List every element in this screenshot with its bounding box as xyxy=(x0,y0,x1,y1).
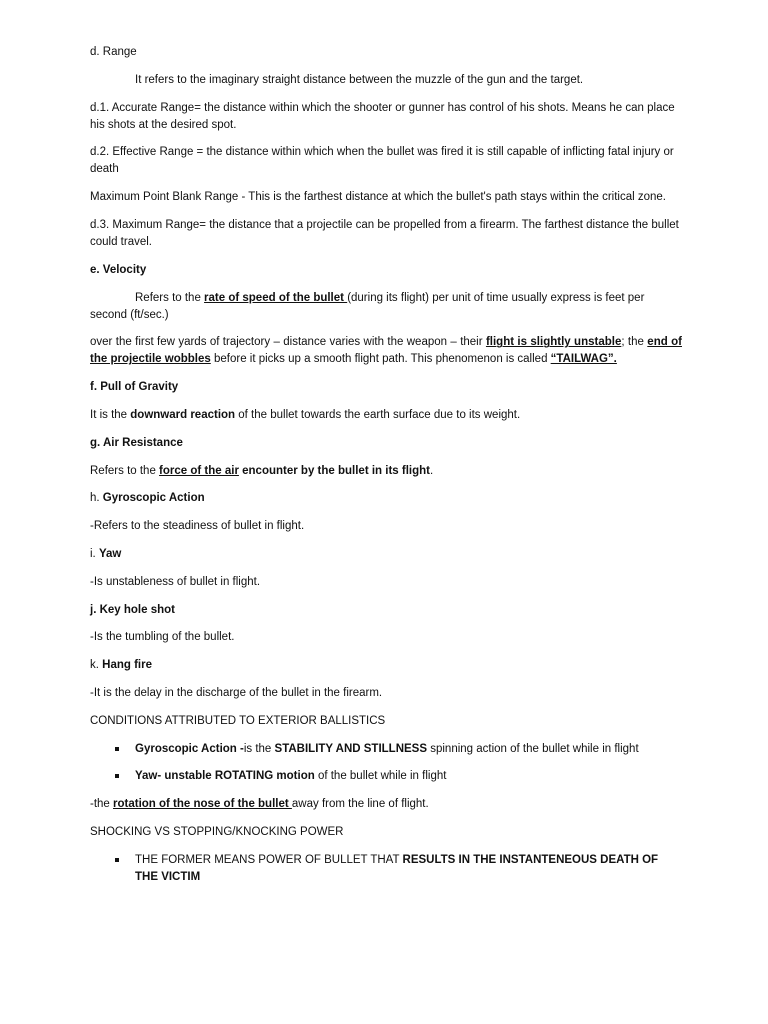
rotation-paragraph xyxy=(90,796,682,813)
list-item xyxy=(90,741,682,758)
yaw-term: Yaw- unstable ROTATING motion xyxy=(135,770,315,783)
text-run: of the bullet towards the earth surface due to its weight. xyxy=(235,408,521,421)
range-definition: It refers to the imaginary straight distance between the muzzle of the gun and the target. xyxy=(135,73,584,86)
text-run: of the bullet while in flight xyxy=(314,770,447,783)
downward-reaction-emphasis: downward reaction xyxy=(130,408,236,421)
instantaneous-death-emphasis: RESULTS IN THE INSTANTENEOUS DEATH OF THE VICTIM xyxy=(135,853,659,883)
text-run: Refers to the xyxy=(90,464,160,477)
stability-emphasis: STABILITY AND STILLNESS xyxy=(274,742,428,755)
document-page xyxy=(90,44,682,897)
air-resistance-definition xyxy=(90,463,682,480)
hang-fire-heading xyxy=(90,657,682,674)
rotation-emphasis: rotation of the nose of the bullet xyxy=(113,798,292,811)
text-run: i. xyxy=(90,547,99,560)
projectile-wobbles-emphasis: end of the projectile wobbles xyxy=(90,336,682,366)
air-resistance-heading xyxy=(90,435,682,452)
text-run: over the first few yards of trajectory – distance varies with the weapon – their xyxy=(90,336,486,349)
velocity-heading-text: e. Velocity xyxy=(90,263,147,276)
hang-fire-heading-text: Hang fire xyxy=(102,659,152,672)
text-run: Refers to the xyxy=(135,291,205,304)
force-of-air-emphasis: force of the air xyxy=(159,464,239,477)
text-run: . xyxy=(429,464,434,477)
shocking-heading: SHOCKING VS STOPPING/KNOCKING POWER xyxy=(90,825,344,838)
gravity-heading xyxy=(90,379,682,396)
maximum-range-paragraph: d.3. Maximum Range= the distance that a projectile can be propelled from a firearm. The farthest distance the bullet could travel. xyxy=(90,218,679,248)
text-run: away from the line of flight. xyxy=(291,798,429,811)
tailwag-emphasis: “TAILWAG”. xyxy=(550,353,617,366)
gravity-definition xyxy=(90,407,682,424)
list-item xyxy=(90,852,682,886)
shocking-list xyxy=(90,852,682,886)
text-run: It is the xyxy=(90,408,131,421)
gravity-heading-text: f. Pull of Gravity xyxy=(90,381,179,394)
text-run: before it picks up a smooth flight path. This phenomenon is called xyxy=(210,353,551,366)
text-run: h. xyxy=(90,492,103,505)
hang-fire-definition: -It is the delay in the discharge of the bullet in the firearm. xyxy=(90,686,383,699)
max-point-blank-range-paragraph: Maximum Point Blank Range - This is the farthest distance at which the bullet's path stays within the critical zone. xyxy=(90,191,666,204)
rate-of-speed-emphasis: rate of speed of the bullet xyxy=(204,291,348,304)
text-run: k. xyxy=(90,659,103,672)
range-heading: d. Range xyxy=(90,46,137,58)
yaw-heading-text: Yaw xyxy=(98,547,122,560)
list-item xyxy=(90,768,682,785)
gyroscopic-action-term: Gyroscopic Action - xyxy=(135,742,244,755)
yaw-heading xyxy=(90,546,682,563)
flight-unstable-emphasis: flight is slightly unstable xyxy=(485,336,622,349)
velocity-definition xyxy=(90,290,682,324)
text-run: spinning action of the bullet while in flight xyxy=(427,742,639,755)
velocity-heading xyxy=(90,262,682,279)
gyroscopic-definition: -Refers to the steadiness of bullet in flight. xyxy=(90,520,305,533)
key-hole-heading-text: j. Key hole shot xyxy=(90,603,175,616)
air-resistance-heading-text: g. Air Resistance xyxy=(90,436,183,449)
accurate-range-paragraph: d.1. Accurate Range= the distance within which the shooter or gunner has control of his shots. Means he can place his shots at the desired spot. xyxy=(90,101,675,131)
encounter-emphasis: encounter by the bullet in its flight xyxy=(238,464,430,477)
tailwag-paragraph xyxy=(90,334,682,368)
gyroscopic-heading xyxy=(90,490,682,507)
key-hole-heading xyxy=(90,602,682,619)
text-run: is the xyxy=(243,742,275,755)
gyroscopic-heading-text: Gyroscopic Action xyxy=(102,492,205,505)
text-run: -the xyxy=(90,798,114,811)
key-hole-definition: -Is the tumbling of the bullet. xyxy=(90,631,235,644)
text-run: (during its flight) per unit of time usually express is feet per second (ft/sec.) xyxy=(90,291,645,321)
text-run: THE FORMER MEANS POWER OF BULLET THAT xyxy=(135,853,403,866)
conditions-list xyxy=(90,741,682,786)
yaw-definition: -Is unstableness of bullet in flight. xyxy=(90,575,261,588)
text-run: ; the xyxy=(621,336,648,349)
conditions-heading: CONDITIONS ATTRIBUTED TO EXTERIOR BALLISTICS xyxy=(90,714,386,727)
effective-range-paragraph: d.2. Effective Range = the distance within which when the bullet was fired it is still capable of inflicting fatal injury or death xyxy=(90,146,674,176)
